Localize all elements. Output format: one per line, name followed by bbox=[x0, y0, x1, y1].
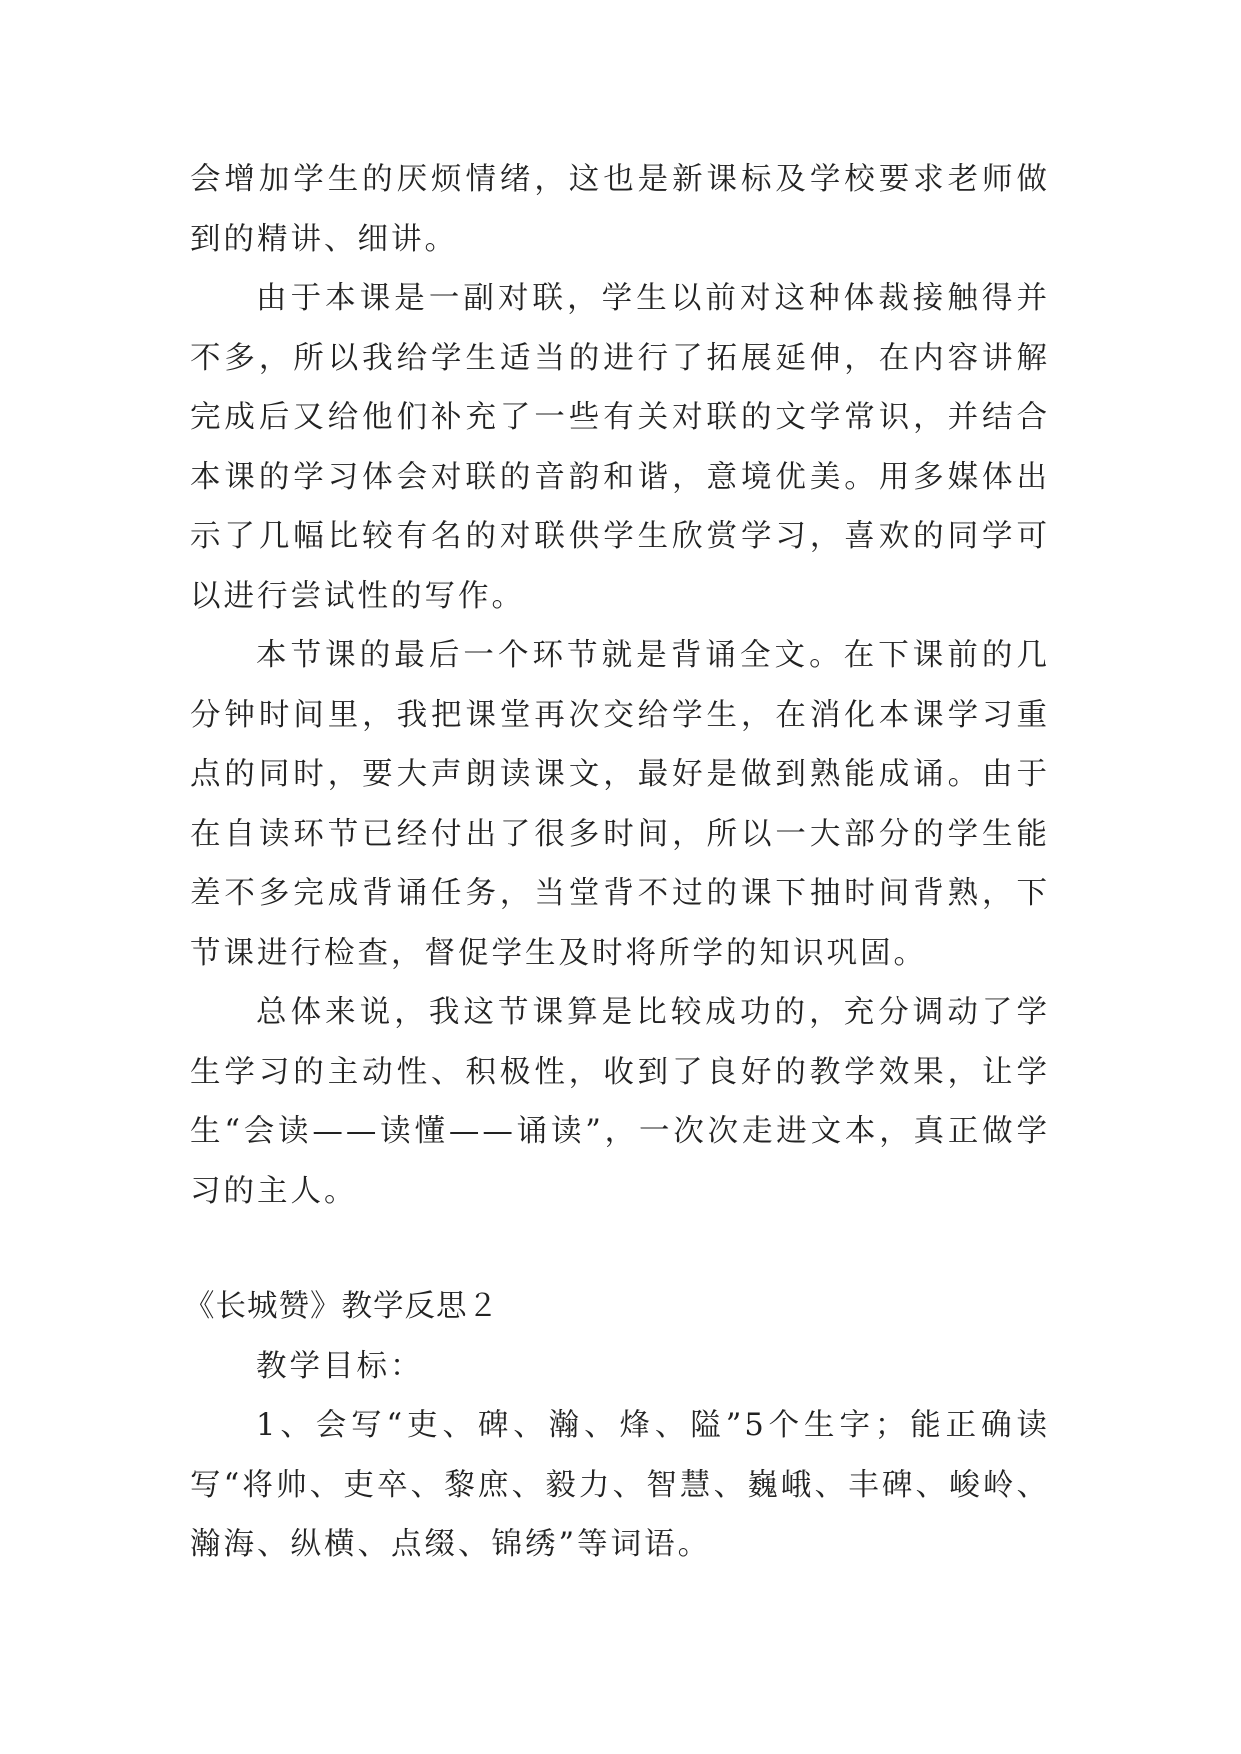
objectives-label: 教学目标： bbox=[256, 1348, 424, 1384]
paragraph-2: 由于本课是一副对联，学生以前对这种体裁接触得并不多，所以我给学生适当的进行了拓展延伸，在内容讲解完成后又给他们补充了一些有关对联的文学常识，并结合本课的学习体会对联的音韵和谐，意境优美。用多媒体出示了几幅比较有名的对联供学生欣赏学习，喜欢的同学可以进行尝试性的写作。 bbox=[190, 281, 1050, 614]
paragraph-3: 本节课的最后一个环节就是背诵全文。在下课前的几分钟时间里，我把课堂再次交给学生，在消化本课学习重点的同时，要大声朗读课文，最好是做到熟能成诵。由于在自读环节已经付出了很多时间，所以一大部分的学生能差不多完成背诵任务，当堂背不过的课下抽时间背熟，下节课进行检查，督促学生及时将所学的知识巩固。 bbox=[190, 638, 1050, 971]
paragraph-1: 会增加学生的厌烦情绪，这也是新课标及学校要求老师做到的精讲、细讲。 bbox=[190, 162, 1050, 257]
section-title: 《长城赞》教学反思２ bbox=[184, 1289, 499, 1324]
section-gap bbox=[190, 1221, 1050, 1277]
paragraph-4: 总体来说，我这节课算是比较成功的，充分调动了学生学习的主动性、积极性，收到了良好的教学效果，让学生“会读——读懂——诵读”，一次次走进文本，真正做学习的主人。 bbox=[190, 995, 1050, 1209]
document-page bbox=[184, 150, 1050, 1575]
objective-item-1: 1、会写“吏、碑、瀚、烽、隘”5个生字；能正确读写“将帅、吏卒、黎庶、毅力、智慧、巍峨、丰碑、峻岭、瀚海、纵横、点缀、锦绣”等词语。 bbox=[190, 1408, 1050, 1562]
